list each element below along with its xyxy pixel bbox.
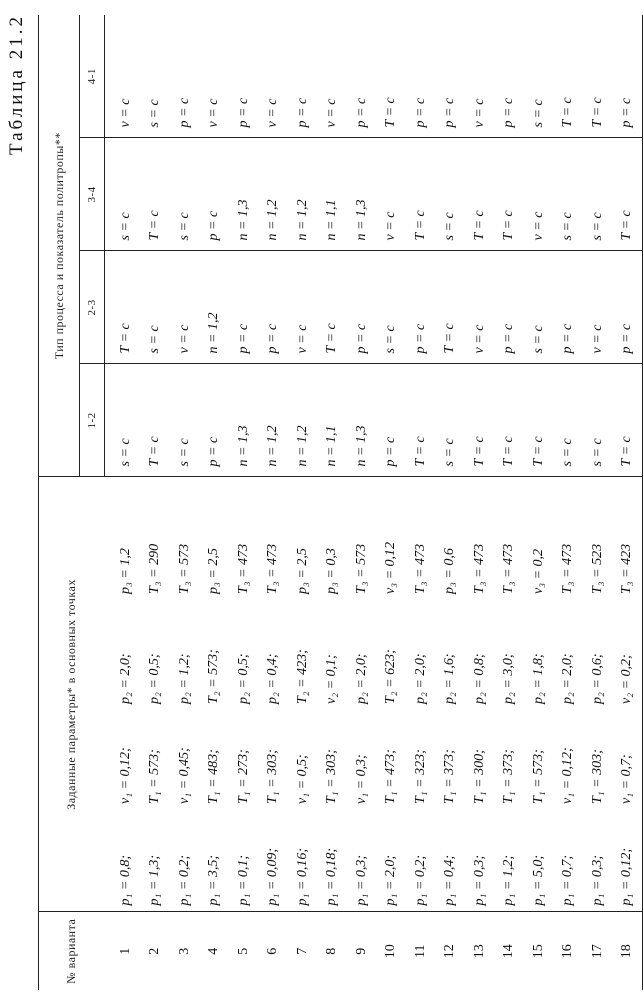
param-3-cell: p₂ = 0,5; xyxy=(147,653,163,704)
process-3-4-cell: n = 1,3 xyxy=(229,138,259,251)
param-2-cell: T₁ = 373; xyxy=(442,749,458,804)
param-1-cell: p₁ = 0,18; xyxy=(324,848,340,906)
table-row xyxy=(170,15,200,990)
table-row xyxy=(495,15,525,990)
table-row xyxy=(200,15,230,990)
param-1-cell: p₁ = 2,0; xyxy=(383,855,399,906)
variant-number-cell: 18 xyxy=(613,912,643,990)
header-sub-3-4: 3-4 xyxy=(80,138,105,251)
variant-number-cell: 4 xyxy=(200,912,230,990)
param-2-cell: v₁ = 0,12; xyxy=(560,747,576,804)
process-1-2-cell: n = 1,3 xyxy=(229,364,259,477)
table-row xyxy=(259,15,289,990)
table-row xyxy=(613,15,643,990)
param-1-cell: p₁ = 0,1; xyxy=(235,855,251,906)
process-2-3-cell: p = c xyxy=(347,251,377,364)
param-1-cell: p₁ = 1,2; xyxy=(501,855,517,906)
param-1-cell: p₁ = 1,3; xyxy=(147,855,163,906)
param-3-cell: p₂ = 1,8; xyxy=(530,653,546,704)
param-2-cell: T₁ = 323; xyxy=(412,749,428,804)
process-2-3-cell: T = c xyxy=(105,251,141,364)
param-2-cell: T₁ = 483; xyxy=(206,749,222,804)
table-row xyxy=(105,15,141,990)
param-4-cell: T₃ = 473 xyxy=(465,477,495,596)
process-4-1-cell: v = c xyxy=(324,98,340,128)
process-2-3-cell: v = c xyxy=(288,251,318,364)
process-3-4-cell: v = c xyxy=(377,138,407,251)
process-2-3-cell: T = c xyxy=(436,251,466,364)
process-1-2-cell: p = c xyxy=(377,364,407,477)
param-3-cell: p₂ = 0,5; xyxy=(235,653,251,704)
process-1-2-cell: s = c xyxy=(554,364,584,477)
process-2-3-cell: v = c xyxy=(465,251,495,364)
process-2-3-cell: s = c xyxy=(524,251,554,364)
process-2-3-cell: p = c xyxy=(229,251,259,364)
variant-number-cell: 16 xyxy=(554,912,584,990)
param-4-cell: T₃ = 573 xyxy=(170,477,200,596)
param-3-cell: p₂ = 2,0; xyxy=(353,653,369,704)
process-1-2-cell: s = c xyxy=(583,364,613,477)
param-2-cell: T₁ = 303; xyxy=(324,749,340,804)
table-row xyxy=(583,15,613,990)
process-4-1-cell: v = c xyxy=(265,98,281,128)
process-2-3-cell: s = c xyxy=(141,251,171,364)
param-3-cell: p₂ = 1,2; xyxy=(176,653,192,704)
param-1-cell: p₁ = 0,3; xyxy=(471,855,487,906)
process-4-1-cell: p = c xyxy=(294,97,310,128)
process-4-1-cell: p = c xyxy=(442,97,458,128)
process-1-2-cell: T = c xyxy=(406,364,436,477)
table-row xyxy=(377,15,407,990)
param-4-cell: p₃ = 1,2 xyxy=(105,477,141,596)
param-4-cell: T₃ = 523 xyxy=(583,477,613,596)
process-4-1-cell: T = c xyxy=(383,97,399,128)
process-2-3-cell: p = c xyxy=(406,251,436,364)
param-2-cell: v₁ = 0,7; xyxy=(613,704,643,804)
process-3-4-cell: s = c xyxy=(105,138,141,251)
process-4-1-cell: T = c xyxy=(589,97,605,128)
param-4-cell: T₃ = 473 xyxy=(229,477,259,596)
param-1-cell: p₁ = 0,7; xyxy=(560,855,576,906)
variant-number-cell: 1 xyxy=(105,912,141,990)
process-4-1-cell: p = c xyxy=(412,97,428,128)
param-2-cell: v₁ = 0,3; xyxy=(353,754,369,804)
param-4-cell: p₃ = 0,6 xyxy=(436,477,466,596)
process-3-4-cell: s = c xyxy=(554,138,584,251)
process-1-2-cell: s = c xyxy=(105,364,141,477)
table-body xyxy=(105,15,643,990)
param-1-cell: p₁ = 3,5; xyxy=(206,855,222,906)
param-4-cell: p₃ = 0,3 xyxy=(318,477,348,596)
process-1-2-cell: p = c xyxy=(200,364,230,477)
process-2-3-cell: p = c xyxy=(495,251,525,364)
param-3-cell: p₂ = 0,8; xyxy=(471,653,487,704)
param-4-cell: v₃ = 0,12 xyxy=(377,477,407,596)
process-3-4-cell: v = c xyxy=(524,138,554,251)
process-2-3-cell: T = c xyxy=(318,251,348,364)
process-1-2-cell: n = 1,3 xyxy=(347,364,377,477)
param-1-cell: p₁ = 0,09; xyxy=(265,848,281,906)
param-3-cell: p₂ = 2,0; xyxy=(412,653,428,704)
param-3-cell: p₂ = 0,4; xyxy=(265,653,281,704)
param-2-cell: v₁ = 0,5; xyxy=(294,754,310,804)
process-4-1-cell: T = c xyxy=(560,97,576,128)
param-3-cell: v₂ = 0,2; xyxy=(613,596,643,704)
process-3-4-cell: s = c xyxy=(583,138,613,251)
table-row xyxy=(406,15,436,990)
process-3-4-cell: n = 1,1 xyxy=(318,138,348,251)
process-4-1-cell: s = c xyxy=(530,99,546,128)
process-1-2-cell: T = c xyxy=(141,364,171,477)
process-1-2-cell: s = c xyxy=(170,364,200,477)
param-4-cell: v₃ = 0,2 xyxy=(524,477,554,596)
table-row xyxy=(141,15,171,990)
process-1-2-cell: T = c xyxy=(465,364,495,477)
param-4-cell: T₃ = 290 xyxy=(141,477,171,596)
process-3-4-cell: n = 1,3 xyxy=(347,138,377,251)
process-3-4-cell: T = c xyxy=(613,138,643,251)
param-2-cell: T₁ = 303; xyxy=(589,749,605,804)
header-sub-1-2: 1-2 xyxy=(80,364,105,477)
param-3-cell: p₂ = 0,6; xyxy=(589,653,605,704)
param-3-cell: T₂ = 573; xyxy=(206,649,222,704)
param-1-cell: p₁ = 0,2; xyxy=(176,855,192,906)
param-4-cell: T₃ = 473 xyxy=(406,477,436,596)
process-3-4-cell: T = c xyxy=(406,138,436,251)
header-variant: № варианта xyxy=(39,912,105,990)
param-2-cell: T₁ = 373; xyxy=(501,749,517,804)
param-3-cell: v₂ = 0,1; xyxy=(324,654,340,704)
process-4-1-cell: p = c xyxy=(353,97,369,128)
param-4-cell: T₃ = 473 xyxy=(259,477,289,596)
process-1-2-cell: s = c xyxy=(436,364,466,477)
param-3-cell: p₂ = 2,0; xyxy=(560,653,576,704)
variant-number-cell: 5 xyxy=(229,912,259,990)
process-3-4-cell: T = c xyxy=(465,138,495,251)
param-2-cell: T₁ = 573; xyxy=(147,749,163,804)
param-2-cell: v₁ = 0,45; xyxy=(176,747,192,804)
variant-number-cell: 14 xyxy=(495,912,525,990)
variant-number-cell: 10 xyxy=(377,912,407,990)
param-2-cell: T₁ = 273; xyxy=(235,749,251,804)
param-2-cell: T₁ = 573; xyxy=(530,749,546,804)
table-row xyxy=(347,15,377,990)
process-3-4-cell: p = c xyxy=(200,138,230,251)
param-2-cell: v₁ = 0,12; xyxy=(117,747,133,804)
process-3-4-cell: s = c xyxy=(436,138,466,251)
process-3-4-cell: n = 1,2 xyxy=(288,138,318,251)
variant-number-cell: 13 xyxy=(465,912,495,990)
param-1-cell: p₁ = 0,3; xyxy=(589,855,605,906)
variant-number-cell: 9 xyxy=(347,912,377,990)
param-3-cell: p₂ = 1,6; xyxy=(442,653,458,704)
param-3-cell: T₂ = 423; xyxy=(294,649,310,704)
param-4-cell: p₃ = 2,5 xyxy=(288,477,318,596)
param-4-cell: T₃ = 423 xyxy=(613,477,643,596)
process-1-2-cell: T = c xyxy=(613,364,643,477)
param-1-cell: p₁ = 5,0; xyxy=(530,855,546,906)
table-row xyxy=(465,15,495,990)
param-4-cell: T₃ = 573 xyxy=(347,477,377,596)
process-2-3-cell: v = c xyxy=(170,251,200,364)
table-row xyxy=(554,15,584,990)
param-3-cell: p₂ = 3,0; xyxy=(501,653,517,704)
param-4-cell: p₃ = 2,5 xyxy=(200,477,230,596)
process-4-1-cell: v = c xyxy=(206,98,222,128)
param-1-cell: p₁ = 0,3; xyxy=(353,855,369,906)
process-2-3-cell: s = c xyxy=(377,251,407,364)
header-process: Тип процесса и показатель политропы** xyxy=(39,15,80,477)
process-1-2-cell: n = 1,1 xyxy=(318,364,348,477)
variant-number-cell: 15 xyxy=(524,912,554,990)
param-2-cell: T₁ = 473; xyxy=(383,749,399,804)
process-3-4-cell: s = c xyxy=(170,138,200,251)
table-row xyxy=(229,15,259,990)
param-4-cell: T₃ = 473 xyxy=(495,477,525,596)
variant-number-cell: 2 xyxy=(141,912,171,990)
header-sub-4-1: 4-1 xyxy=(80,15,105,138)
process-2-3-cell: p = c xyxy=(613,251,643,364)
process-1-2-cell: n = 1,2 xyxy=(259,364,289,477)
process-4-1-cell: s = c xyxy=(147,99,163,128)
header-sub-2-3: 2-3 xyxy=(80,251,105,364)
param-4-cell: T₃ = 473 xyxy=(554,477,584,596)
param-1-cell: p₁ = 0,16; xyxy=(294,848,310,906)
process-3-4-cell: T = c xyxy=(495,138,525,251)
table-caption: Таблица 21.2 xyxy=(6,14,27,156)
variant-number-cell: 6 xyxy=(259,912,289,990)
param-1-cell: p₁ = 0,2; xyxy=(412,855,428,906)
param-3-cell: p₂ = 2,0; xyxy=(117,653,133,704)
process-4-1-cell: p = c xyxy=(501,97,517,128)
process-4-1-cell: p = c xyxy=(176,97,192,128)
table-row xyxy=(436,15,466,990)
process-2-3-cell: n = 1,2 xyxy=(200,251,230,364)
process-1-2-cell: T = c xyxy=(524,364,554,477)
process-4-1-cell: p = c xyxy=(235,97,251,128)
process-4-1-cell: v = c xyxy=(117,98,133,128)
process-2-3-cell: v = c xyxy=(583,251,613,364)
process-4-1-cell: v = c xyxy=(471,98,487,128)
variant-number-cell: 11 xyxy=(406,912,436,990)
param-2-cell: T₁ = 300; xyxy=(471,749,487,804)
process-1-2-cell: T = c xyxy=(495,364,525,477)
process-4-1-cell: p = c xyxy=(613,15,643,138)
table-row xyxy=(318,15,348,990)
param-3-cell: T₂ = 623; xyxy=(383,649,399,704)
process-2-3-cell: p = c xyxy=(554,251,584,364)
header-params: Заданные параметры* в основных точках xyxy=(39,477,105,912)
process-1-2-cell: n = 1,2 xyxy=(288,364,318,477)
variants-table xyxy=(38,15,643,990)
variant-number-cell: 12 xyxy=(436,912,466,990)
process-2-3-cell: p = c xyxy=(259,251,289,364)
process-3-4-cell: T = c xyxy=(141,138,171,251)
param-1-cell: p₁ = 0,4; xyxy=(442,855,458,906)
process-3-4-cell: n = 1,2 xyxy=(259,138,289,251)
variant-number-cell: 17 xyxy=(583,912,613,990)
variant-number-cell: 8 xyxy=(318,912,348,990)
table-row xyxy=(524,15,554,990)
param-1-cell: p₁ = 0,8; xyxy=(117,855,133,906)
param-1-cell: p₁ = 0,12; xyxy=(613,804,643,912)
table-row xyxy=(288,15,318,990)
param-2-cell: T₁ = 303; xyxy=(265,749,281,804)
variant-number-cell: 3 xyxy=(170,912,200,990)
variant-number-cell: 7 xyxy=(288,912,318,990)
